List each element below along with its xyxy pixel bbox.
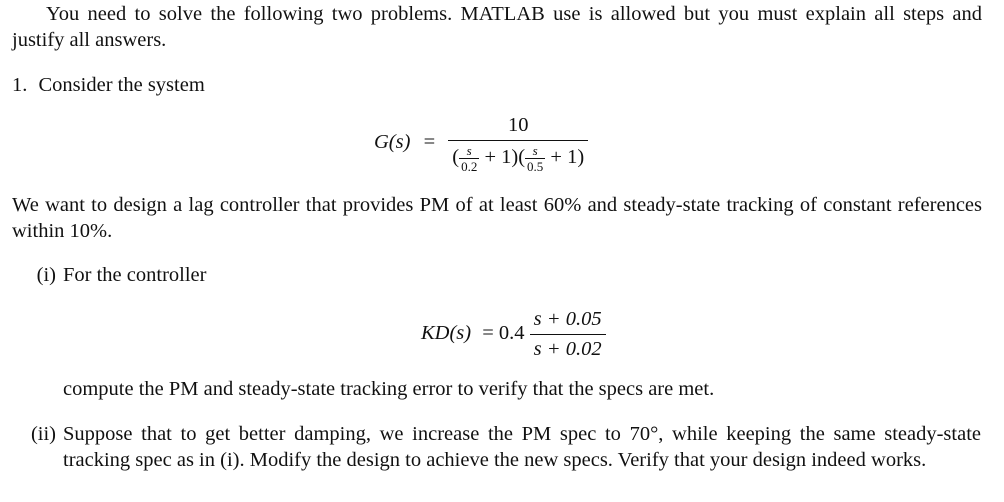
G-term1-frac (459, 144, 479, 173)
part-i-after-text: compute the PM and steady-state tracking error to verify that the specs are met. (63, 378, 715, 400)
part-ii-text: Suppose that to get better damping, we increase the PM spec to 70°, while keeping the same steady-state tracking spec as in (i). Modify the design to achieve the new specs. Verify that your design indeed works. (63, 423, 981, 471)
KD-denominator: s + 0.02 (530, 334, 606, 361)
part-ii-body (63, 421, 981, 473)
intro-text: You need to solve the following two problems. MATLAB use is allowed but you must explain all steps and justify all answers. (12, 3, 982, 51)
KD-fraction (530, 308, 606, 361)
G-term1-tail: + 1) (484, 146, 519, 169)
intro-paragraph (12, 1, 982, 53)
G-term2-num: s (532, 143, 538, 158)
G-term1-den: 0.2 (461, 159, 478, 174)
equation-KD (421, 308, 606, 361)
KD-numerator: s + 0.05 (533, 308, 602, 330)
G-term1-num: s (466, 143, 472, 158)
part-i-text: For the controller (63, 264, 207, 286)
G-equals: = (423, 131, 436, 154)
problem-lead: Consider the system (38, 74, 205, 96)
G-numerator: 10 (507, 114, 529, 136)
G-term2-tail: + 1) (550, 146, 585, 169)
design-paragraph (12, 192, 982, 244)
design-text: We want to design a lag controller that provides PM of at least 60% and steady-state tracking of constant references within 10%. (12, 194, 982, 242)
G-paren-open2: ( (518, 146, 526, 169)
part-i-label: (i) (36, 264, 56, 286)
G-term2-frac (525, 144, 545, 173)
part-i-after (63, 376, 981, 402)
G-term2-den: 0.5 (527, 159, 544, 174)
KD-equals: = 0.4 (482, 322, 525, 345)
G-fraction (448, 114, 588, 173)
problem-1-heading (12, 72, 205, 98)
G-denominator (448, 140, 588, 173)
problem-number: 1. (12, 74, 28, 96)
KD-lhs: KD(s) (421, 322, 472, 345)
G-lhs: G(s) (374, 131, 411, 154)
equation-G (374, 114, 588, 173)
G-paren-open: ( (452, 146, 460, 169)
part-ii-label: (ii) (30, 423, 56, 445)
